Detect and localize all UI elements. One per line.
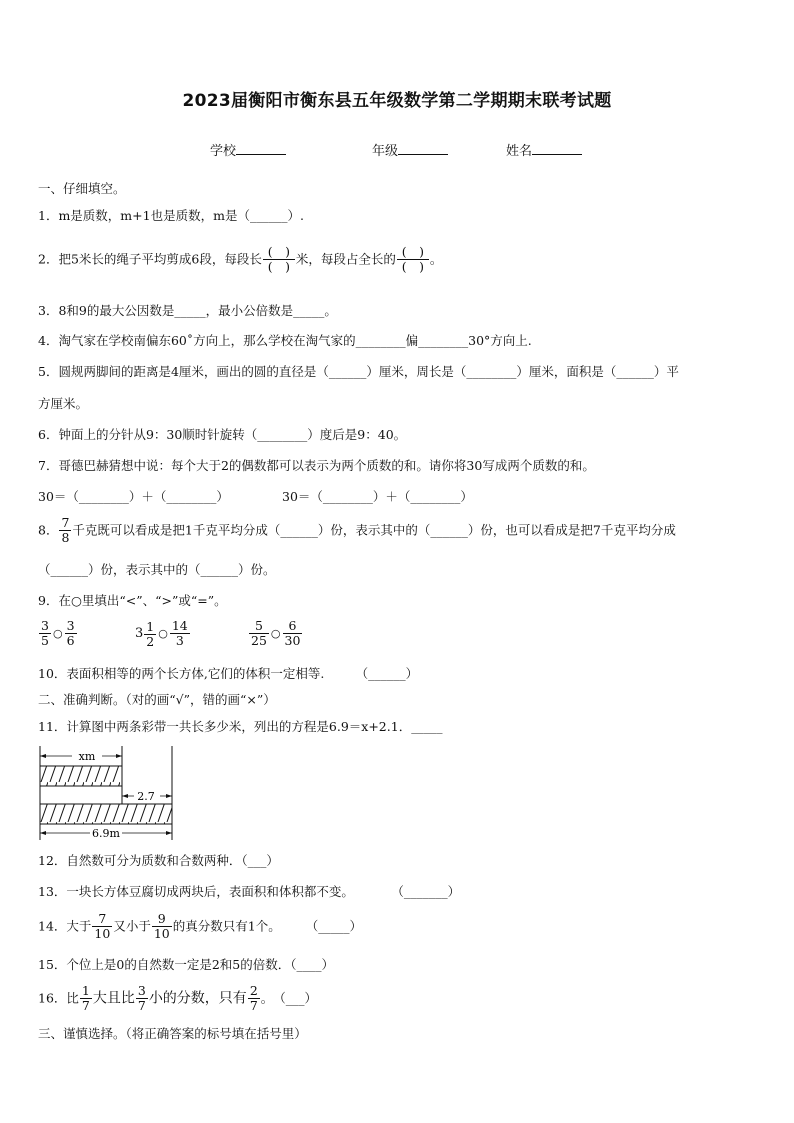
q14-den-2: 10: [153, 926, 170, 941]
total-label: 6.9m: [92, 827, 120, 840]
q8-num: 7: [61, 515, 70, 530]
q9-3-right-fraction: [283, 619, 303, 648]
grade-field: [372, 140, 448, 159]
q9-1-right-num: 3: [66, 618, 75, 633]
q14-den-1: 10: [94, 926, 111, 941]
q2-den-1[interactable]: ( ): [267, 259, 290, 274]
question-14: [38, 912, 362, 941]
q16-text-d: 。 （___）: [260, 990, 318, 1006]
ribbon-top: [40, 766, 122, 786]
q16-fraction-3: [248, 984, 260, 1013]
name-label: 姓名: [506, 144, 533, 159]
grade-blank[interactable]: [398, 142, 448, 155]
q9-3-left-den: 25: [251, 633, 267, 648]
q2-text-a: 2．把5米长的绳子平均剪成6段，每段长: [38, 251, 262, 267]
section-heading-3: 三、谨慎选择。（将正确答案的标号填在括号里）: [38, 1026, 307, 1041]
q9-3-right-den: 30: [284, 633, 301, 648]
q2-den-2[interactable]: ( ): [401, 259, 424, 274]
q16-text-a: 16．比: [38, 990, 79, 1006]
question-12: 12．自然数可分为质数和合数两种．（___）: [38, 853, 279, 868]
q16-fraction-1: [80, 984, 92, 1013]
ribbon-diagram: [30, 742, 190, 842]
question-10: 10．表面积相等的两个长方体,它们的体积一定相等. （______）: [38, 666, 419, 681]
q2-num-1[interactable]: ( ): [263, 245, 295, 260]
q9-3-circle[interactable]: ○: [270, 626, 281, 640]
question-6: 6．钟面上的分针从9：30顺时针旋转（________）度后是9：40。: [38, 427, 407, 442]
question-8-line-1: [38, 516, 676, 545]
q9-compare-1: [38, 619, 78, 648]
q9-compare-3: [248, 619, 303, 648]
q14-num-2: 9: [152, 912, 172, 927]
q2-text-c: 。: [429, 251, 443, 267]
q9-1-left-fraction: [39, 619, 51, 648]
q16-num-3: 2: [249, 983, 258, 998]
q9-3-left-num: 5: [249, 619, 269, 634]
question-15: 15．个位上是0的自然数一定是2和5的倍数．（____）: [38, 957, 335, 972]
q14-text-a: 14．大于: [38, 918, 92, 934]
q9-3-left-fraction: [249, 619, 269, 648]
question-3: 3．8和9的最大公因数是_____，最小公倍数是_____。: [38, 303, 337, 318]
question-11: 11．计算图中两条彩带一共长多少米，列出的方程是6.9＝x+2.1．_____: [38, 719, 443, 734]
page-title: 2023届衡阳市衡东县五年级数学第二学期期末联考试题: [182, 91, 612, 111]
q9-2-left-den: 2: [146, 633, 155, 649]
school-blank[interactable]: [236, 142, 286, 155]
q16-den-2: 7: [137, 998, 146, 1013]
ribbon-bottom: [40, 804, 172, 824]
question-5-line-2: 方厘米。: [38, 396, 89, 411]
question-13: 13．一块长方体豆腐切成两块后，表面积和体积都不变。 （_______）: [38, 884, 461, 899]
q9-2-right-den: 3: [175, 633, 184, 648]
q9-1-right-fraction: [65, 619, 77, 648]
q16-text-c: 小的分数，只有: [148, 990, 247, 1007]
q9-1-right-den: 6: [66, 633, 75, 648]
q14-text-b: 又小于: [113, 918, 151, 934]
q2-fraction-length: [263, 245, 295, 274]
section-heading-2: 二、准确判断。（对的画“√”，错的画“×”）: [38, 692, 276, 707]
question-1: 1．m是质数，m+1也是质数，m是（______）.: [38, 208, 304, 223]
name-field: [506, 140, 582, 159]
q14-fraction-2: [152, 912, 172, 941]
q14-fraction-1: [92, 912, 112, 941]
question-7-eq-2: 30＝（________）＋（________）: [282, 489, 473, 504]
question-7-eq-1: 30＝（________）＋（________）: [38, 489, 229, 504]
q9-1-left-num: 3: [41, 618, 49, 633]
q9-2-right-fraction: [170, 619, 190, 648]
q9-3-right-num: 6: [283, 619, 303, 634]
q9-2-left-fraction: [144, 620, 156, 649]
q16-text-b: 大且比: [92, 990, 135, 1007]
q9-1-left-den: 5: [41, 633, 49, 648]
q9-2-circle[interactable]: ○: [158, 626, 168, 640]
q9-1-circle[interactable]: ○: [52, 626, 63, 640]
question-5-line-1: 5．圆规两脚间的距离是4厘米，画出的圆的直径是（______）厘米，周长是（________）厘米，面积是（______）平: [38, 364, 679, 379]
grade-label: 年级: [372, 144, 399, 159]
q2-num-2[interactable]: ( ): [397, 245, 429, 260]
q16-den-1: 7: [81, 998, 90, 1013]
xm-label: xm: [78, 750, 96, 763]
question-9: 9．在○里填出“<”、“>”或“=”。: [38, 593, 227, 608]
q8-den: 8: [61, 530, 70, 545]
section-heading-1: 一、仔细填空。: [38, 181, 126, 196]
name-blank[interactable]: [532, 142, 582, 155]
q9-2-left-whole: 3: [135, 626, 144, 641]
school-label: 学校: [210, 144, 237, 159]
q2-text-b: 米，每段占全长的: [295, 251, 396, 267]
question-2: [38, 245, 442, 274]
question-8-line-2: （______）份，表示其中的（______）份。: [38, 562, 276, 577]
q8-fraction: [59, 516, 71, 545]
q16-num-2: 3: [137, 983, 146, 998]
q16-den-3: 7: [249, 998, 258, 1013]
q16-fraction-2: [136, 984, 148, 1013]
q8-text-a: 千克既可以看成是把1千克平均分成（______）份，表示其中的（______）份，也可以看成是把7千克平均分成: [72, 522, 676, 538]
q2-fraction-share: [397, 245, 429, 274]
q9-2-left-num: 1: [146, 618, 155, 634]
dimension-27-label: 2.7: [137, 790, 155, 803]
q8-number: 8．: [38, 522, 59, 538]
question-7-line-1: 7．哥德巴赫猜想中说：每个大于2的偶数都可以表示为两个质数的和。请你将30写成两个质数的和。: [38, 458, 595, 473]
q9-compare-2: [135, 619, 191, 649]
question-4: 4．淘气家在学校南偏东60˚方向上，那么学校在淘气家的________偏________30°方向上.: [38, 333, 532, 348]
q14-num-1: 7: [92, 912, 112, 927]
question-16: [38, 984, 317, 1013]
q16-num-1: 1: [81, 983, 90, 998]
q9-2-right-num: 14: [171, 618, 188, 633]
school-field: [210, 140, 286, 159]
q14-text-c: 的真分数只有1个。 （_____）: [172, 918, 362, 934]
